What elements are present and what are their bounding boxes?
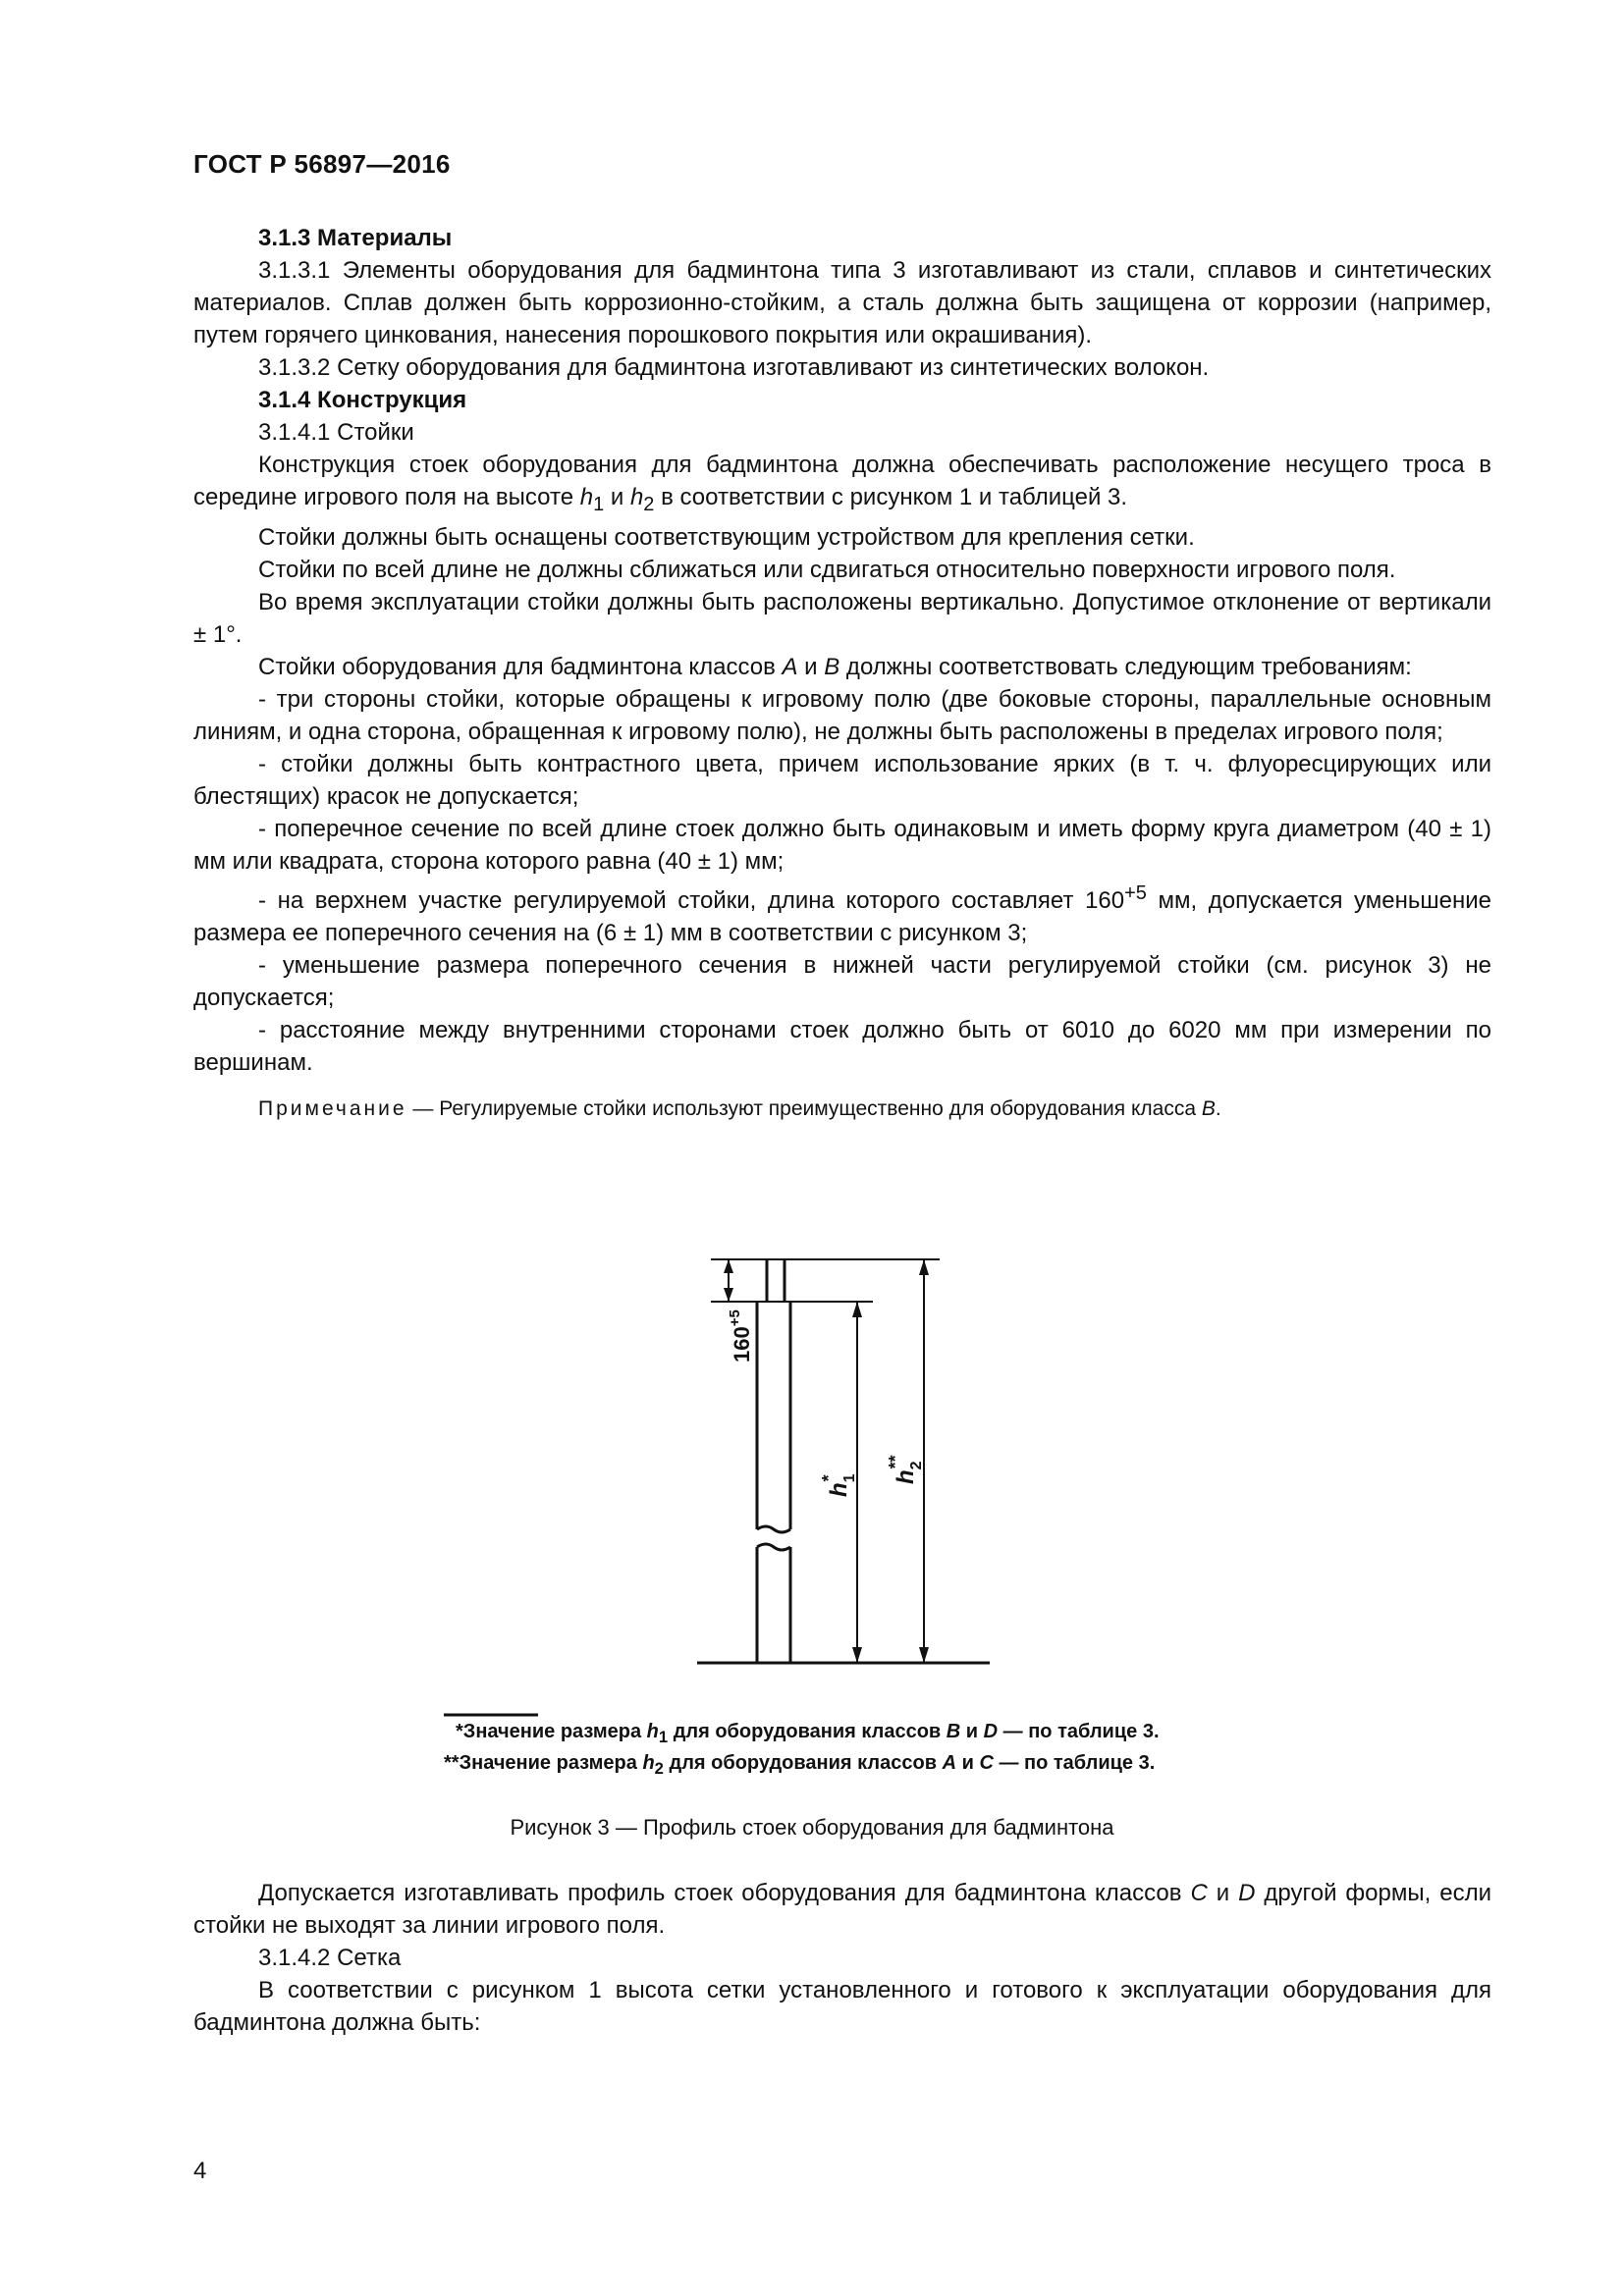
paragraph-other-forms: Допускается изготавливать профиль стоек оборудования для бадминтона классов C и D другой формы, если стойки не выходят за линии игрового поля. bbox=[193, 1880, 1491, 1939]
note: Примечание — Регулируемые стойки используют преимущественно для оборудования класса B. bbox=[258, 1096, 1221, 1120]
paragraph-3-1-3-2: 3.1.3.2 Сетку оборудования для бадминтона изготавливают из синтетических волокон. bbox=[258, 354, 1210, 381]
dim-h2-arrow-bottom bbox=[919, 1647, 929, 1663]
dim-160-label: $160^{+5}$ bbox=[727, 1309, 754, 1362]
list-item: - стойки должны быть контрастного цвета, причем использование ярких (в т. ч. флуоресцирующих или блестящих) красок не допускается; bbox=[193, 750, 1491, 810]
list-item: - три стороны стойки, которые обращены к игровому полю (две боковые стороны, параллельные основным линиям, и одна сторона, обращенная к игровому полю), не должны быть расположены в пределах игрового поля; bbox=[193, 685, 1491, 745]
section-title-materials: 3.1.3 Материалы bbox=[258, 225, 453, 251]
dim-160-arrow-bottom bbox=[724, 1288, 733, 1302]
dim-h1-arrow-top bbox=[852, 1302, 862, 1317]
footnote-h2: **Значение размера $h_2$ для оборудования классов A и C — по таблице 3. bbox=[444, 1752, 1156, 1778]
dim-h2-label: $h_2**$ bbox=[886, 1455, 925, 1484]
section-title-net: 3.1.4.2 Сетка bbox=[258, 1945, 402, 1971]
post-break-bottom bbox=[757, 1544, 790, 1550]
paragraph-posts-mount: Стойки должны быть оснащены соответствующим устройством для крепления сетки. bbox=[258, 523, 1195, 551]
document-header: ГОСТ Р 56897—2016 bbox=[193, 149, 451, 179]
list-item: - уменьшение размера поперечного сечения в нижней части регулируемой стойки (см. рисунок 3) не допускается; bbox=[193, 951, 1491, 1011]
page-number: 4 bbox=[193, 2158, 207, 2184]
dim-h2-arrow-top bbox=[919, 1259, 929, 1275]
paragraph-net-height: В соответствии с рисунком 1 высота сетки установленного и готового к эксплуатации оборудования для бадминтона должна быть: bbox=[193, 1977, 1491, 2036]
paragraph-posts-position: Конструкция стоек оборудования для бадминтона должна обеспечивать расположение несущего троса в середине игрового поля на высоте $h_1$ и $h_2$ в соответствии с рисунком 1 и таблицей 3. bbox=[193, 452, 1491, 515]
footnote-h1: *Значение размера $h_1$ для оборудования классов B и D — по таблице 3. bbox=[456, 1721, 1160, 1746]
paragraph-posts-shift: Стойки по всей длине не должны сближаться или сдвигаться относительно поверхности игрового поля. bbox=[258, 556, 1396, 583]
dim-h1-arrow-bottom bbox=[852, 1647, 862, 1663]
section-title-posts: 3.1.4.1 Стойки bbox=[258, 419, 414, 446]
dim-h1-label: $h_1*$ bbox=[819, 1473, 858, 1497]
post-break-top bbox=[757, 1526, 790, 1532]
paragraph-posts-vertical: Во время эксплуатации стойки должны быть расположены вертикально. Допустимое отклонение от вертикали ± 1°. bbox=[193, 588, 1491, 648]
paragraph-posts-requirements: Стойки оборудования для бадминтона классов A и B должны соответствовать следующим требованиям: bbox=[258, 653, 1412, 680]
section-title-construction: 3.1.4 Конструкция bbox=[258, 387, 467, 413]
list-item: - расстояние между внутренними сторонами стоек должно быть от 6010 до 6020 мм при измерении по вершинам. bbox=[193, 1016, 1491, 1076]
list-item: - на верхнем участке регулируемой стойки, длина которого составляет $160^{+5}$ мм, допускается уменьшение размера ее поперечного сечения на (6 ± 1) мм в соответствии с рисунком 3; bbox=[193, 881, 1491, 946]
dim-160-arrow-top bbox=[724, 1259, 733, 1273]
figure-caption: Рисунок 3 — Профиль стоек оборудования для бадминтона bbox=[510, 1815, 1114, 1840]
paragraph-3-1-3-1: 3.1.3.1 Элементы оборудования для бадминтона типа 3 изготавливают из стали, сплавов и синтетических материалов. Сплав должен быть коррозионно-стойким, а сталь должна быть защищена от коррозии (например, путем горячего цинкования, нанесения порошкового покрытия или окрашивания). bbox=[193, 257, 1491, 348]
list-item: - поперечное сечение по всей длине стоек должно быть одинаковым и иметь форму круга диаметром (40 ± 1) мм или квадрата, сторона которого равна (40 ± 1) мм; bbox=[193, 815, 1491, 875]
section-3-1-4-continued bbox=[193, 1877, 1491, 2039]
